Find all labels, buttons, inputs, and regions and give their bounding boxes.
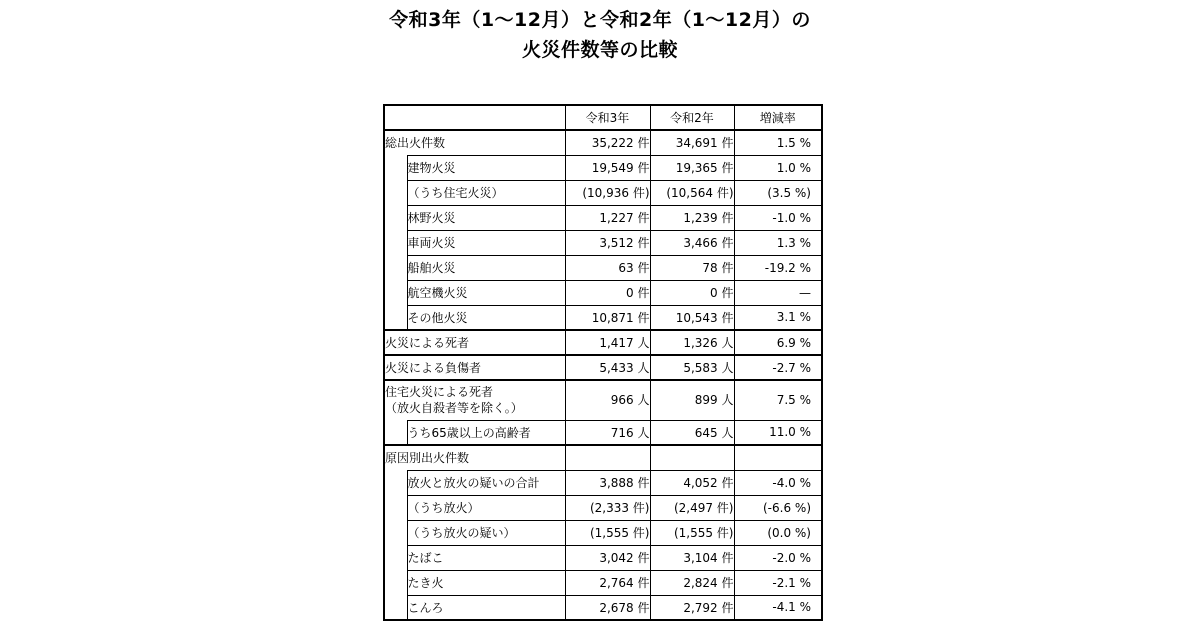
cell-reiwa2: 19,365 件 (650, 155, 734, 180)
header-reiwa2: 令和2年 (650, 105, 734, 130)
indent-cell (384, 520, 407, 545)
table-row (384, 570, 822, 595)
cell-reiwa2: 2,824 件 (650, 570, 734, 595)
indent-cell (384, 155, 407, 180)
cell-reiwa3: 63 件 (565, 255, 650, 280)
row-label: たき火 (407, 570, 565, 595)
cell-reiwa2: (2,497 件) (650, 495, 734, 520)
cell-reiwa2: 899 人 (650, 380, 734, 420)
table-row (384, 205, 822, 230)
cell-reiwa2: 5,583 人 (650, 355, 734, 380)
cell-reiwa2: 1,239 件 (650, 205, 734, 230)
cell-reiwa2: (10,564 件) (650, 180, 734, 205)
cell-reiwa3: 19,549 件 (565, 155, 650, 180)
cell-reiwa3: (2,333 件) (565, 495, 650, 520)
cell-change-rate: -4.1 % (734, 595, 822, 620)
row-label: （うち住宅火災） (407, 180, 565, 205)
row-label: 火災による死者 (384, 330, 565, 355)
row-label: 船舶火災 (407, 255, 565, 280)
row-label: 火災による負傷者 (384, 355, 565, 380)
cell-reiwa3: 966 人 (565, 380, 650, 420)
cell-reiwa2: 645 人 (650, 420, 734, 445)
table-row (384, 545, 822, 570)
table-row (384, 470, 822, 495)
cell-change-rate: 3.1 % (734, 305, 822, 330)
row-label: 総出火件数 (384, 130, 565, 155)
header-row (384, 105, 822, 130)
indent-cell (384, 495, 407, 520)
row-label: その他火災 (407, 305, 565, 330)
table-row (384, 420, 822, 445)
table-row (384, 355, 822, 380)
indent-cell (384, 280, 407, 305)
header-change-rate: 増減率 (734, 105, 822, 130)
cell-change-rate: -19.2 % (734, 255, 822, 280)
cell-reiwa2: 34,691 件 (650, 130, 734, 155)
document-title-line-1: 令和3年（1～12月）と令和2年（1～12月）の (389, 9, 811, 31)
indent-cell (384, 230, 407, 255)
cell-reiwa3: 3,888 件 (565, 470, 650, 495)
table-row (384, 305, 822, 330)
row-label: うち65歳以上の高齢者 (407, 420, 565, 445)
cell-reiwa2: 78 件 (650, 255, 734, 280)
cell-change-rate: 1.0 % (734, 155, 822, 180)
row-label: 林野火災 (407, 205, 565, 230)
table-row (384, 495, 822, 520)
cell-reiwa2: 10,543 件 (650, 305, 734, 330)
cell-reiwa2: 4,052 件 (650, 470, 734, 495)
cell-reiwa3: 1,417 人 (565, 330, 650, 355)
indent-cell (384, 420, 407, 445)
fire-comparison-table (383, 104, 823, 621)
indent-cell (384, 570, 407, 595)
cell-reiwa3: 3,042 件 (565, 545, 650, 570)
cell-reiwa3: 3,512 件 (565, 230, 650, 255)
cell-change-rate: (3.5 %) (734, 180, 822, 205)
cell-reiwa3: 10,871 件 (565, 305, 650, 330)
cell-reiwa3: 716 人 (565, 420, 650, 445)
cell-change-rate: (-6.6 %) (734, 495, 822, 520)
cell-change-rate: 6.9 % (734, 330, 822, 355)
row-label: （うち放火の疑い） (407, 520, 565, 545)
header-blank-cell (384, 105, 565, 130)
table-row (384, 230, 822, 255)
table-row (384, 520, 822, 545)
row-label: たばこ (407, 545, 565, 570)
table-row (384, 595, 822, 620)
cell-reiwa2: 0 件 (650, 280, 734, 305)
row-label: 車両火災 (407, 230, 565, 255)
cell-reiwa3: (10,936 件) (565, 180, 650, 205)
table-row (384, 155, 822, 180)
document-title-line-2: 火災件数等の比較 (521, 39, 678, 61)
cell-reiwa3: 35,222 件 (565, 130, 650, 155)
cell-reiwa3: 0 件 (565, 280, 650, 305)
row-label-line-1: 住宅火災による死者 (385, 385, 494, 400)
cell-reiwa3: (1,555 件) (565, 520, 650, 545)
row-label: 原因別出火件数 (384, 445, 565, 470)
indent-cell (384, 255, 407, 280)
row-label: 航空機火災 (407, 280, 565, 305)
cell-change-rate: -2.1 % (734, 570, 822, 595)
row-label: 放火と放火の疑いの合計 (407, 470, 565, 495)
cell-reiwa3: 2,678 件 (565, 595, 650, 620)
cell-reiwa3 (565, 445, 650, 470)
cell-reiwa2: 2,792 件 (650, 595, 734, 620)
cell-change-rate: -2.7 % (734, 355, 822, 380)
indent-cell (384, 595, 407, 620)
row-label: こんろ (407, 595, 565, 620)
cell-reiwa2: 3,104 件 (650, 545, 734, 570)
row-label-line-2: （放火自殺者等を除く。） (385, 401, 523, 416)
cell-change-rate: 1.3 % (734, 230, 822, 255)
indent-cell (384, 180, 407, 205)
row-label: （うち放火） (407, 495, 565, 520)
cell-change-rate: 11.0 % (734, 420, 822, 445)
cell-reiwa3: 2,764 件 (565, 570, 650, 595)
cell-change-rate (734, 445, 822, 470)
table-row (384, 180, 822, 205)
cell-reiwa2: (1,555 件) (650, 520, 734, 545)
table-row (384, 380, 822, 420)
row-label: 建物火災 (407, 155, 565, 180)
table-row (384, 280, 822, 305)
cell-reiwa2 (650, 445, 734, 470)
indent-cell (384, 470, 407, 495)
cell-reiwa2: 1,326 人 (650, 330, 734, 355)
cell-change-rate: 1.5 % (734, 130, 822, 155)
indent-cell (384, 545, 407, 570)
table-row (384, 255, 822, 280)
table-row (384, 130, 822, 155)
cell-change-rate: -1.0 % (734, 205, 822, 230)
cell-change-rate: -2.0 % (734, 545, 822, 570)
cell-change-rate: (0.0 %) (734, 520, 822, 545)
indent-cell (384, 205, 407, 230)
cell-change-rate: 7.5 % (734, 380, 822, 420)
table-row (384, 445, 822, 470)
cell-reiwa2: 3,466 件 (650, 230, 734, 255)
table-row (384, 330, 822, 355)
header-reiwa3: 令和3年 (565, 105, 650, 130)
indent-cell (384, 305, 407, 330)
cell-reiwa3: 1,227 件 (565, 205, 650, 230)
cell-change-rate: -4.0 % (734, 470, 822, 495)
cell-reiwa3: 5,433 人 (565, 355, 650, 380)
row-label (384, 380, 565, 420)
cell-change-rate: — (734, 280, 822, 305)
